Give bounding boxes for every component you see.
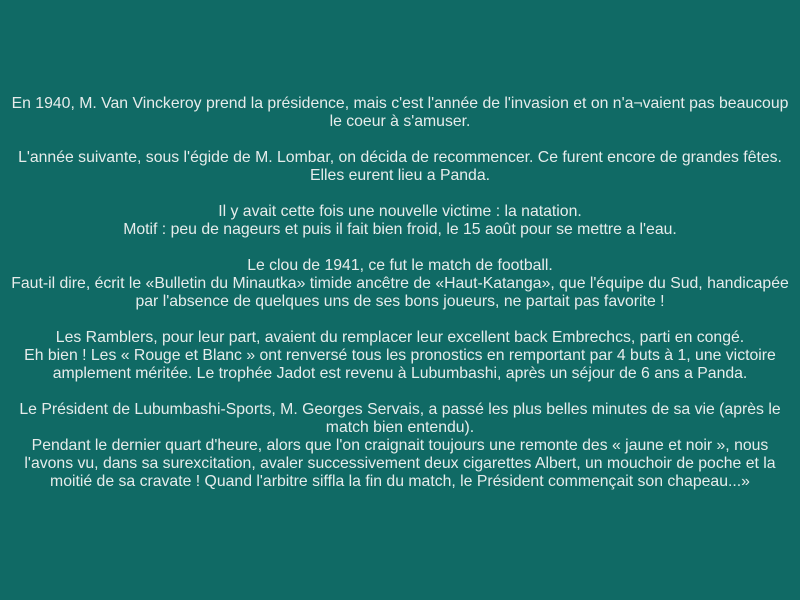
article-text <box>10 95 790 491</box>
text-line: Les Ramblers, pour leur part, avaient du remplacer leur excellent back Embrechcs, parti en congé. <box>55 329 745 346</box>
text-line: En 1940, M. Van Vinckeroy prend la présidence, mais c'est l'année de l'invasion et on n'a¬vaient pas beaucoup le coeur à s'amuser. <box>11 95 789 130</box>
text-line: L'année suivante, sous l'égide de M. Lombar, on décida de recommencer. Ce furent encore de grandes fêtes. Elles eurent lieu a Panda. <box>18 149 782 184</box>
paragraph-president-servais <box>10 401 790 491</box>
text-line: Eh bien ! Les « Rouge et Blanc » ont renversé tous les pronostics en remportant par 4 buts à 1, une victoire amplement méritée. Le trophée Jadot est revenu à Lubumbashi, après un séjour de 6 ans a Panda. <box>24 347 776 382</box>
text-line: Il y avait cette fois une nouvelle victime : la natation. <box>218 203 582 220</box>
text-line: Faut-il dire, écrit le «Bulletin du Minautka» timide ancêtre de «Haut-Katanga», que l'équipe du Sud, handicapée par l'absence de quelques uns de ses bons joueurs, ne partait pas favorite ! <box>11 275 789 310</box>
paragraph-ramblers <box>10 329 790 383</box>
text-line: Motif : peu de nageurs et puis il fait bien froid, le 15 août pour se mettre a l'eau. <box>123 221 677 238</box>
paragraph-swimming <box>10 203 790 239</box>
text-line: Le Président de Lubumbashi-Sports, M. Georges Servais, a passé les plus belles minutes de sa vie (après le match bien entendu). <box>19 401 781 436</box>
paragraph-1941-festivities <box>10 149 790 185</box>
text-line: Le clou de 1941, ce fut le match de football. <box>247 257 553 274</box>
paragraph-football-match <box>10 257 790 311</box>
text-line: Pendant le dernier quart d'heure, alors que l'on craignait toujours une remonte des « jaune et noir », nous l'avons vu, dans sa surexcitation, avaler successivement deux cigarettes Albert, un mouchoir de poche et la moitié de sa cravate ! Quand l'arbitre siffla la fin du match, le Président commençait son chapeau...» <box>24 437 776 490</box>
paragraph-1940-presidency <box>10 95 790 131</box>
